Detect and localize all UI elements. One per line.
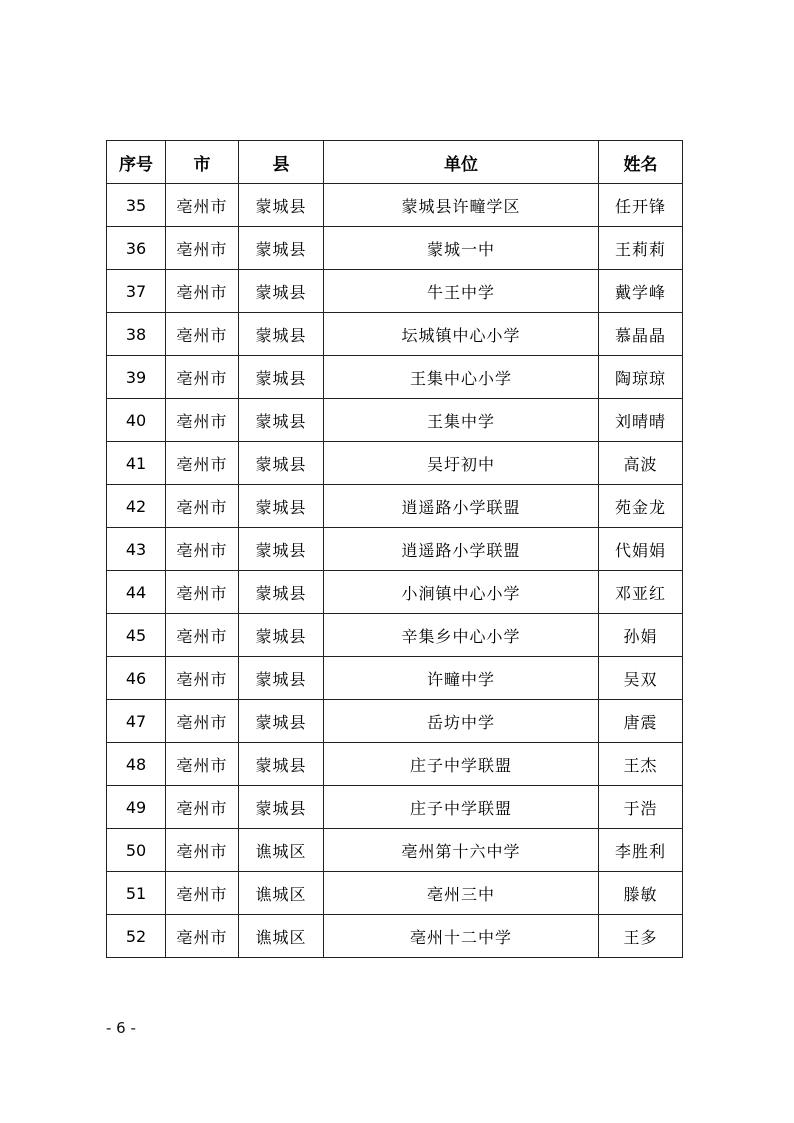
cell-name: 李胜利 [599, 829, 683, 872]
cell-name: 于浩 [599, 786, 683, 829]
cell-county: 蒙城县 [239, 614, 324, 657]
table-row [107, 399, 683, 442]
cell-name: 滕敏 [599, 872, 683, 915]
cell-city: 亳州市 [166, 915, 239, 958]
table-row [107, 614, 683, 657]
cell-no: 41 [107, 442, 166, 485]
cell-name: 戴学峰 [599, 270, 683, 313]
cell-name: 唐震 [599, 700, 683, 743]
cell-name: 苑金龙 [599, 485, 683, 528]
cell-city: 亳州市 [166, 786, 239, 829]
cell-county: 蒙城县 [239, 700, 324, 743]
cell-unit: 王集中学 [324, 399, 599, 442]
cell-county: 蒙城县 [239, 743, 324, 786]
cell-name: 刘晴晴 [599, 399, 683, 442]
cell-no: 47 [107, 700, 166, 743]
cell-no: 36 [107, 227, 166, 270]
cell-no: 38 [107, 313, 166, 356]
cell-unit: 辛集乡中心小学 [324, 614, 599, 657]
cell-county: 谯城区 [239, 915, 324, 958]
cell-county: 谯城区 [239, 872, 324, 915]
cell-no: 46 [107, 657, 166, 700]
cell-name: 任开锋 [599, 184, 683, 227]
cell-name: 陶琼琼 [599, 356, 683, 399]
cell-unit: 吴圩初中 [324, 442, 599, 485]
cell-county: 蒙城县 [239, 184, 324, 227]
cell-city: 亳州市 [166, 399, 239, 442]
cell-city: 亳州市 [166, 485, 239, 528]
cell-no: 51 [107, 872, 166, 915]
cell-name: 吴双 [599, 657, 683, 700]
header-no: 序号 [107, 141, 166, 184]
table-row [107, 915, 683, 958]
cell-unit: 蒙城县许疃学区 [324, 184, 599, 227]
cell-unit: 小涧镇中心小学 [324, 571, 599, 614]
table-row [107, 270, 683, 313]
header-county: 县 [239, 141, 324, 184]
table-row [107, 829, 683, 872]
cell-no: 50 [107, 829, 166, 872]
table-row [107, 528, 683, 571]
cell-county: 蒙城县 [239, 270, 324, 313]
cell-unit: 岳坊中学 [324, 700, 599, 743]
cell-no: 39 [107, 356, 166, 399]
cell-county: 蒙城县 [239, 571, 324, 614]
cell-unit: 许疃中学 [324, 657, 599, 700]
cell-name: 王杰 [599, 743, 683, 786]
cell-city: 亳州市 [166, 657, 239, 700]
cell-county: 蒙城县 [239, 786, 324, 829]
cell-city: 亳州市 [166, 571, 239, 614]
cell-no: 49 [107, 786, 166, 829]
cell-city: 亳州市 [166, 528, 239, 571]
cell-name: 孙娟 [599, 614, 683, 657]
cell-city: 亳州市 [166, 356, 239, 399]
cell-name: 代娟娟 [599, 528, 683, 571]
table-row [107, 442, 683, 485]
cell-city: 亳州市 [166, 184, 239, 227]
cell-county: 蒙城县 [239, 657, 324, 700]
cell-unit: 亳州三中 [324, 872, 599, 915]
header-row [107, 141, 683, 184]
cell-county: 蒙城县 [239, 399, 324, 442]
cell-name: 慕晶晶 [599, 313, 683, 356]
table-row [107, 657, 683, 700]
cell-unit: 王集中心小学 [324, 356, 599, 399]
header-unit: 单位 [324, 141, 599, 184]
cell-county: 蒙城县 [239, 442, 324, 485]
cell-city: 亳州市 [166, 700, 239, 743]
table-row [107, 313, 683, 356]
cell-county: 蒙城县 [239, 227, 324, 270]
cell-no: 40 [107, 399, 166, 442]
cell-unit: 亳州第十六中学 [324, 829, 599, 872]
cell-no: 37 [107, 270, 166, 313]
cell-city: 亳州市 [166, 614, 239, 657]
cell-city: 亳州市 [166, 743, 239, 786]
table-header [107, 141, 683, 184]
table-row [107, 571, 683, 614]
cell-county: 蒙城县 [239, 313, 324, 356]
cell-city: 亳州市 [166, 829, 239, 872]
table-body [107, 184, 683, 958]
table-row [107, 227, 683, 270]
cell-county: 蒙城县 [239, 356, 324, 399]
cell-county: 蒙城县 [239, 485, 324, 528]
cell-city: 亳州市 [166, 872, 239, 915]
cell-unit: 亳州十二中学 [324, 915, 599, 958]
cell-unit: 逍遥路小学联盟 [324, 485, 599, 528]
cell-no: 35 [107, 184, 166, 227]
header-city: 市 [166, 141, 239, 184]
table-row [107, 485, 683, 528]
cell-no: 42 [107, 485, 166, 528]
cell-no: 48 [107, 743, 166, 786]
table-row [107, 356, 683, 399]
cell-city: 亳州市 [166, 442, 239, 485]
cell-unit: 坛城镇中心小学 [324, 313, 599, 356]
table-row [107, 786, 683, 829]
cell-name: 王多 [599, 915, 683, 958]
header-name: 姓名 [599, 141, 683, 184]
cell-city: 亳州市 [166, 270, 239, 313]
roster-table [106, 140, 683, 958]
cell-county: 蒙城县 [239, 528, 324, 571]
cell-no: 44 [107, 571, 166, 614]
cell-unit: 庄子中学联盟 [324, 786, 599, 829]
page-number: - 6 - [106, 1019, 136, 1037]
cell-unit: 庄子中学联盟 [324, 743, 599, 786]
cell-no: 45 [107, 614, 166, 657]
cell-unit: 蒙城一中 [324, 227, 599, 270]
cell-county: 谯城区 [239, 829, 324, 872]
table-row [107, 872, 683, 915]
cell-no: 52 [107, 915, 166, 958]
table-row [107, 184, 683, 227]
cell-no: 43 [107, 528, 166, 571]
cell-city: 亳州市 [166, 227, 239, 270]
cell-name: 王莉莉 [599, 227, 683, 270]
table-row [107, 743, 683, 786]
cell-unit: 牛王中学 [324, 270, 599, 313]
cell-name: 高波 [599, 442, 683, 485]
table-row [107, 700, 683, 743]
cell-name: 邓亚红 [599, 571, 683, 614]
cell-city: 亳州市 [166, 313, 239, 356]
cell-unit: 逍遥路小学联盟 [324, 528, 599, 571]
